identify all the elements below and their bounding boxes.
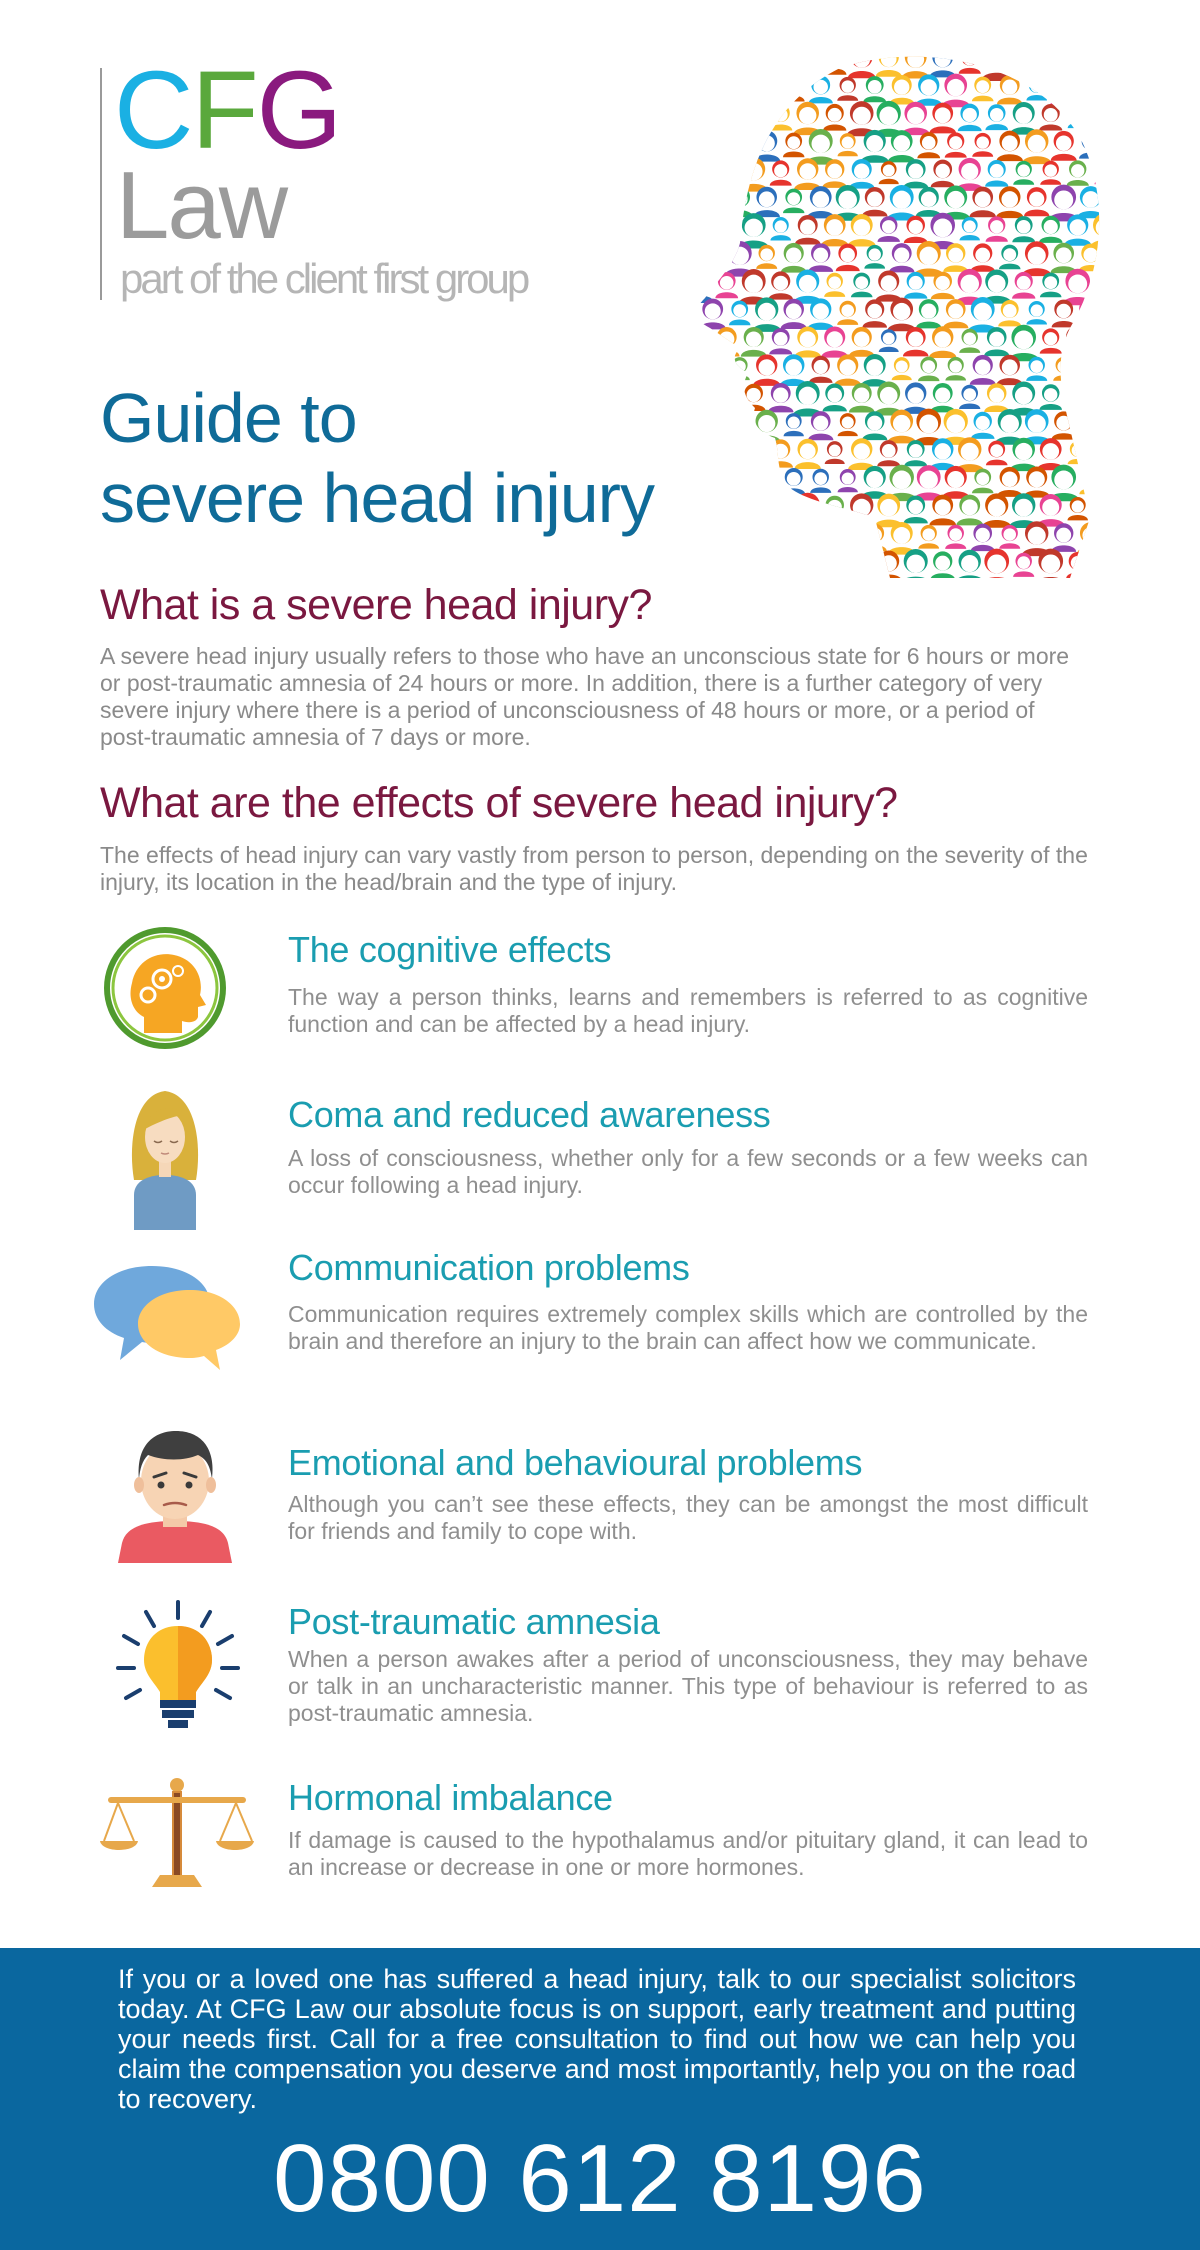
tiny-face-icon [810, 525, 832, 550]
tiny-face-icon [1053, 357, 1074, 381]
tiny-face-icon [863, 76, 886, 102]
tiny-face-icon [1051, 131, 1077, 161]
section-heading-effects: What are the effects of severe head injury? [100, 779, 898, 827]
tiny-face-icon [741, 48, 766, 76]
logo-divider [100, 68, 102, 300]
tiny-face-icon [985, 160, 1008, 187]
tiny-face-icon [1091, 102, 1110, 133]
tiny-face-icon [955, 550, 984, 578]
tiny-face-icon [1090, 325, 1110, 360]
tiny-face-icon [730, 357, 750, 380]
tiny-face-icon [690, 214, 714, 248]
tiny-face-icon [753, 130, 780, 161]
tiny-face-icon [971, 524, 995, 551]
tiny-face-icon [887, 298, 916, 332]
tiny-face-icon [690, 270, 714, 303]
tiny-face-icon [969, 187, 996, 218]
tiny-face-icon [1091, 48, 1110, 78]
tiny-face-icon [727, 131, 752, 160]
tiny-face-icon [981, 549, 1013, 578]
tiny-face-icon [864, 245, 885, 269]
light-bulb-icon [116, 1600, 240, 1730]
effect-title-coma: Coma and reduced awareness [288, 1094, 771, 1135]
tiny-face-icon [886, 185, 917, 220]
tiny-face-icon [945, 357, 966, 381]
effect-text-amnesia: When a person awakes after a period of unconsciousness, they may behave or talk in an uncharacteristic manner. This type of behaviour is referred to as post-traumatic amnesia. [288, 1646, 1088, 1726]
tiny-face-icon [1090, 382, 1110, 416]
tiny-face-icon [1026, 77, 1047, 100]
page-title-line-1: Guide to [100, 379, 357, 457]
tiny-face-icon [690, 549, 715, 578]
tiny-face-icon [941, 74, 970, 108]
tiny-face-icon [1067, 160, 1089, 185]
tiny-face-icon [823, 384, 847, 412]
tiny-face-icon [702, 133, 723, 157]
tiny-face-icon [1026, 301, 1047, 325]
tiny-face-icon [838, 133, 858, 156]
tiny-face-icon [690, 327, 713, 358]
brain-gears-icon [104, 925, 226, 1051]
tiny-face-icon [1075, 73, 1106, 109]
tiny-face-icon [714, 327, 740, 356]
tiny-face-icon [1077, 186, 1105, 218]
tiny-face-icon [768, 271, 793, 299]
tiny-face-icon [782, 524, 805, 550]
tiny-face-icon [997, 467, 1023, 497]
tiny-face-icon [727, 75, 752, 104]
tiny-face-icon [715, 552, 738, 578]
section-body-effects: The effects of head injury can vary vastly from person to person, depending on the severity of the injury, its location in the head/brain and the type of injury. [100, 842, 1088, 895]
tiny-face-icon [915, 74, 942, 105]
tiny-face-icon [1013, 553, 1034, 577]
tiny-face-icon [875, 551, 902, 578]
tiny-face-icon [741, 103, 766, 132]
tiny-face-icon [1095, 161, 1110, 184]
tiny-face-icon [956, 495, 983, 526]
tiny-face-icon [770, 160, 792, 185]
balance-scales-icon [100, 1775, 254, 1891]
tiny-face-icon [901, 102, 930, 135]
tiny-face-icon [823, 104, 846, 131]
tiny-face-icon [793, 269, 823, 303]
tiny-face-icon [929, 326, 956, 358]
tiny-face-icon [945, 525, 966, 549]
tiny-face-icon [971, 412, 995, 439]
tiny-face-icon [1039, 104, 1062, 131]
tiny-face-icon [996, 186, 1024, 218]
tiny-face-icon [1090, 213, 1110, 248]
effect-title-hormonal: Hormonal imbalance [288, 1777, 613, 1818]
tiny-face-icon [809, 356, 833, 383]
footer-call-to-action: If you or a loved one has suffered a head injury, talk to our specialist solicitors today. At CFG Law our absolute focus is on support, early treatment and putting your needs first. Call for a free consultation to find out how we can help you claim the compensation you deserve and most importantly, help you on the road to recovery. [118, 1964, 1076, 2114]
tiny-face-icon [824, 273, 845, 297]
tiny-face-icon [1040, 384, 1062, 410]
tiny-face-icon [999, 245, 1021, 270]
tiny-face-icon [690, 48, 713, 77]
tiny-face-icon [797, 552, 819, 578]
tiny-face-icon [1093, 440, 1110, 467]
tiny-face-icon [863, 524, 887, 552]
tiny-face-icon [1068, 441, 1088, 464]
tiny-face-icon [1079, 468, 1102, 494]
speech-bubbles-icon [92, 1260, 242, 1372]
tiny-face-icon [1012, 216, 1035, 242]
tiny-face-icon [849, 159, 875, 189]
tiny-face-icon [875, 270, 902, 301]
tiny-face-icon [918, 525, 939, 549]
tiny-face-icon [700, 187, 725, 216]
tiny-face-icon [930, 551, 955, 578]
tiny-face-icon [1022, 241, 1052, 276]
tiny-face-icon [876, 48, 902, 77]
tiny-face-icon [780, 354, 808, 386]
tiny-face-icon [1090, 550, 1110, 578]
tiny-face-icon [690, 161, 710, 185]
tiny-face-icon [929, 48, 956, 77]
tiny-face-icon [972, 133, 993, 157]
tiny-face-icon [917, 132, 940, 158]
tiny-face-icon [1035, 48, 1066, 81]
tiny-face-icon [837, 77, 858, 101]
tiny-face-icon [1080, 412, 1102, 437]
effect-text-coma: A loss of consciousness, whether only for a few seconds or a few weeks can occur following a head injury. [288, 1145, 1088, 1198]
tiny-face-icon [794, 48, 821, 78]
tiny-face-icon [1093, 272, 1110, 300]
tiny-face-icon [848, 438, 875, 470]
tiny-face-icon [783, 133, 805, 158]
tiny-face-icon [985, 104, 1008, 130]
tiny-face-icon [879, 329, 899, 352]
effect-title-cognitive: The cognitive effects [288, 929, 612, 970]
tiny-face-icon [807, 186, 835, 218]
sleeping-woman-icon [128, 1085, 202, 1230]
tiny-face-icon [769, 104, 792, 131]
tiny-face-icon [1051, 411, 1076, 439]
tiny-face-icon [970, 355, 996, 385]
tiny-face-icon [959, 48, 981, 73]
tiny-face-icon [849, 383, 875, 412]
tiny-face-icon [795, 215, 821, 244]
tiny-face-icon [770, 217, 791, 241]
tiny-face-icon [769, 496, 793, 523]
tiny-face-icon [1063, 325, 1093, 360]
tiny-face-icon [743, 553, 764, 577]
tiny-face-icon [795, 439, 821, 469]
tiny-face-icon [862, 299, 887, 327]
tiny-face-icon [767, 550, 795, 578]
tiny-face-icon [770, 49, 791, 73]
tiny-face-icon [753, 75, 780, 106]
tiny-face-icon [903, 159, 928, 188]
footer-banner [0, 1948, 1200, 2250]
tiny-face-icon [837, 301, 858, 325]
tiny-face-icon [699, 299, 726, 330]
tiny-face-icon [955, 158, 984, 191]
tiny-face-icon [861, 354, 889, 387]
tiny-face-icon [783, 189, 804, 214]
tiny-face-icon [889, 243, 914, 272]
effect-text-emotional: Although you can’t see these effects, they can be amongst the most difficult for friends and family to cope with. [288, 1491, 1088, 1544]
tiny-face-icon [715, 160, 738, 186]
tiny-face-icon [702, 76, 724, 101]
effect-text-hormonal: If damage is caused to the hypothalamus and/or pituitary gland, it can lead to an increase or decrease in one or more hormones. [288, 1827, 1088, 1880]
tiny-face-icon [1051, 523, 1076, 552]
tiny-face-icon [836, 244, 860, 272]
tiny-face-icon [1040, 328, 1062, 353]
tiny-face-icon [714, 103, 739, 132]
tiny-face-icon [810, 469, 831, 493]
logo-tagline: part of the client first group [120, 255, 528, 302]
tiny-face-icon [768, 439, 793, 467]
tiny-face-icon [716, 49, 737, 73]
tiny-face-icon [838, 413, 858, 436]
tiny-face-icon [851, 273, 873, 298]
tiny-face-icon [792, 493, 823, 529]
logo-letter-c: C [114, 49, 192, 172]
tiny-face-icon [783, 76, 805, 101]
tiny-face-icon [823, 48, 846, 75]
footer-phone-number[interactable]: 0800 612 8196 [273, 2125, 927, 2232]
tiny-face-icon [1068, 105, 1088, 128]
tiny-face-icon [984, 383, 1009, 412]
tiny-face-icon [862, 187, 888, 216]
tiny-face-icon [960, 217, 980, 240]
tiny-face-icon [821, 326, 848, 357]
tiny-face-icon [958, 104, 982, 131]
tiny-face-icon [1077, 522, 1105, 554]
logo-letter-g: G [256, 49, 341, 172]
page-title [100, 378, 760, 538]
tiny-face-icon [808, 243, 833, 272]
tiny-face-icon [848, 48, 876, 78]
effect-title-amnesia: Post-traumatic amnesia [288, 1601, 660, 1642]
tiny-face-icon [945, 132, 967, 157]
tiny-face-icon [1024, 187, 1049, 216]
tiny-face-icon [834, 354, 861, 385]
tiny-face-icon [823, 496, 847, 523]
tiny-face-icon [1050, 74, 1078, 107]
tiny-face-icon [781, 243, 807, 273]
tiny-face-icon [836, 524, 859, 551]
section-heading-what-is: What is a severe head injury? [100, 581, 652, 629]
tiny-face-icon [849, 327, 875, 357]
tiny-face-icon [862, 411, 887, 440]
logo-cfg-wordmark [114, 49, 341, 172]
tiny-face-icon [714, 215, 740, 245]
effect-text-cognitive: The way a person thinks, learns and remembers is referred to as cognitive function and can be affected by a head injury. [288, 984, 1088, 1037]
tiny-face-icon [959, 385, 980, 409]
tiny-face-icon [916, 299, 941, 328]
tiny-face-icon [916, 187, 942, 217]
tiny-face-icon [768, 383, 794, 412]
tiny-face-icon [782, 468, 805, 494]
tiny-face-icon [1079, 132, 1102, 159]
logo-letter-f: F [191, 49, 257, 172]
tiny-face-icon [1062, 269, 1094, 306]
tiny-face-icon [820, 550, 849, 578]
tiny-face-icon [769, 328, 792, 354]
tiny-face-icon [809, 76, 833, 104]
tiny-face-icon [792, 381, 823, 417]
tiny-face-icon [996, 131, 1022, 161]
tiny-face-icon [999, 525, 1020, 549]
effect-title-communication: Communication problems [288, 1247, 690, 1288]
tiny-face-icon [1065, 48, 1090, 76]
tiny-face-icon [879, 161, 899, 184]
tiny-face-icon [838, 469, 858, 492]
tiny-face-icon [1080, 357, 1102, 382]
tiny-face-icon [903, 327, 929, 356]
tiny-face-icon [850, 552, 874, 578]
tiny-face-icon [739, 158, 768, 192]
tiny-face-icon [1013, 161, 1034, 185]
tiny-face-icon [930, 383, 956, 412]
tiny-face-icon [986, 216, 1008, 241]
tiny-face-icon [982, 493, 1012, 527]
tiny-face-icon [1040, 273, 1062, 298]
tiny-face-icon [690, 103, 712, 132]
logo-law-text: Law [116, 152, 287, 259]
section-body-what-is: A severe head injury usually refers to those who have an unconscious state for 6 hours or more or post-traumatic amnesia of 24 hours or more. In addition, there is a further category of very severe injury where there is a period of unconsciousness of 48 hours or more, or a period of post-traumatic amnesia of 7 days or more. [100, 643, 1070, 750]
effect-text-communication: Communication requires extremely complex skills which are controlled by the brain and therefore an injury to the brain can affect how we communicate. [288, 1301, 1088, 1354]
tiny-face-icon [701, 244, 725, 272]
tiny-face-icon [1013, 49, 1034, 74]
tiny-face-icon [1067, 385, 1088, 409]
tiny-face-icon [892, 357, 912, 380]
tiny-face-icon [877, 440, 900, 466]
worried-man-icon [114, 1425, 236, 1563]
effect-title-emotional: Emotional and behavioural problems [288, 1442, 863, 1483]
tiny-face-icon [889, 75, 915, 105]
tiny-face-icon [1066, 552, 1089, 578]
tiny-face-icon [825, 441, 845, 464]
tiny-face-icon [1089, 493, 1110, 530]
tiny-face-icon [931, 160, 955, 188]
tiny-face-icon [918, 357, 939, 382]
page-title-line-2: severe head injury [100, 459, 654, 537]
tiny-face-icon [794, 327, 821, 358]
tiny-face-icon [1040, 161, 1061, 185]
tiny-face-icon [1079, 244, 1103, 272]
tiny-face-icon [1050, 243, 1076, 273]
tiny-face-icon [902, 48, 930, 78]
tiny-face-icon [970, 243, 995, 271]
tiny-face-icon [998, 300, 1021, 326]
tiny-face-icon [972, 469, 994, 494]
